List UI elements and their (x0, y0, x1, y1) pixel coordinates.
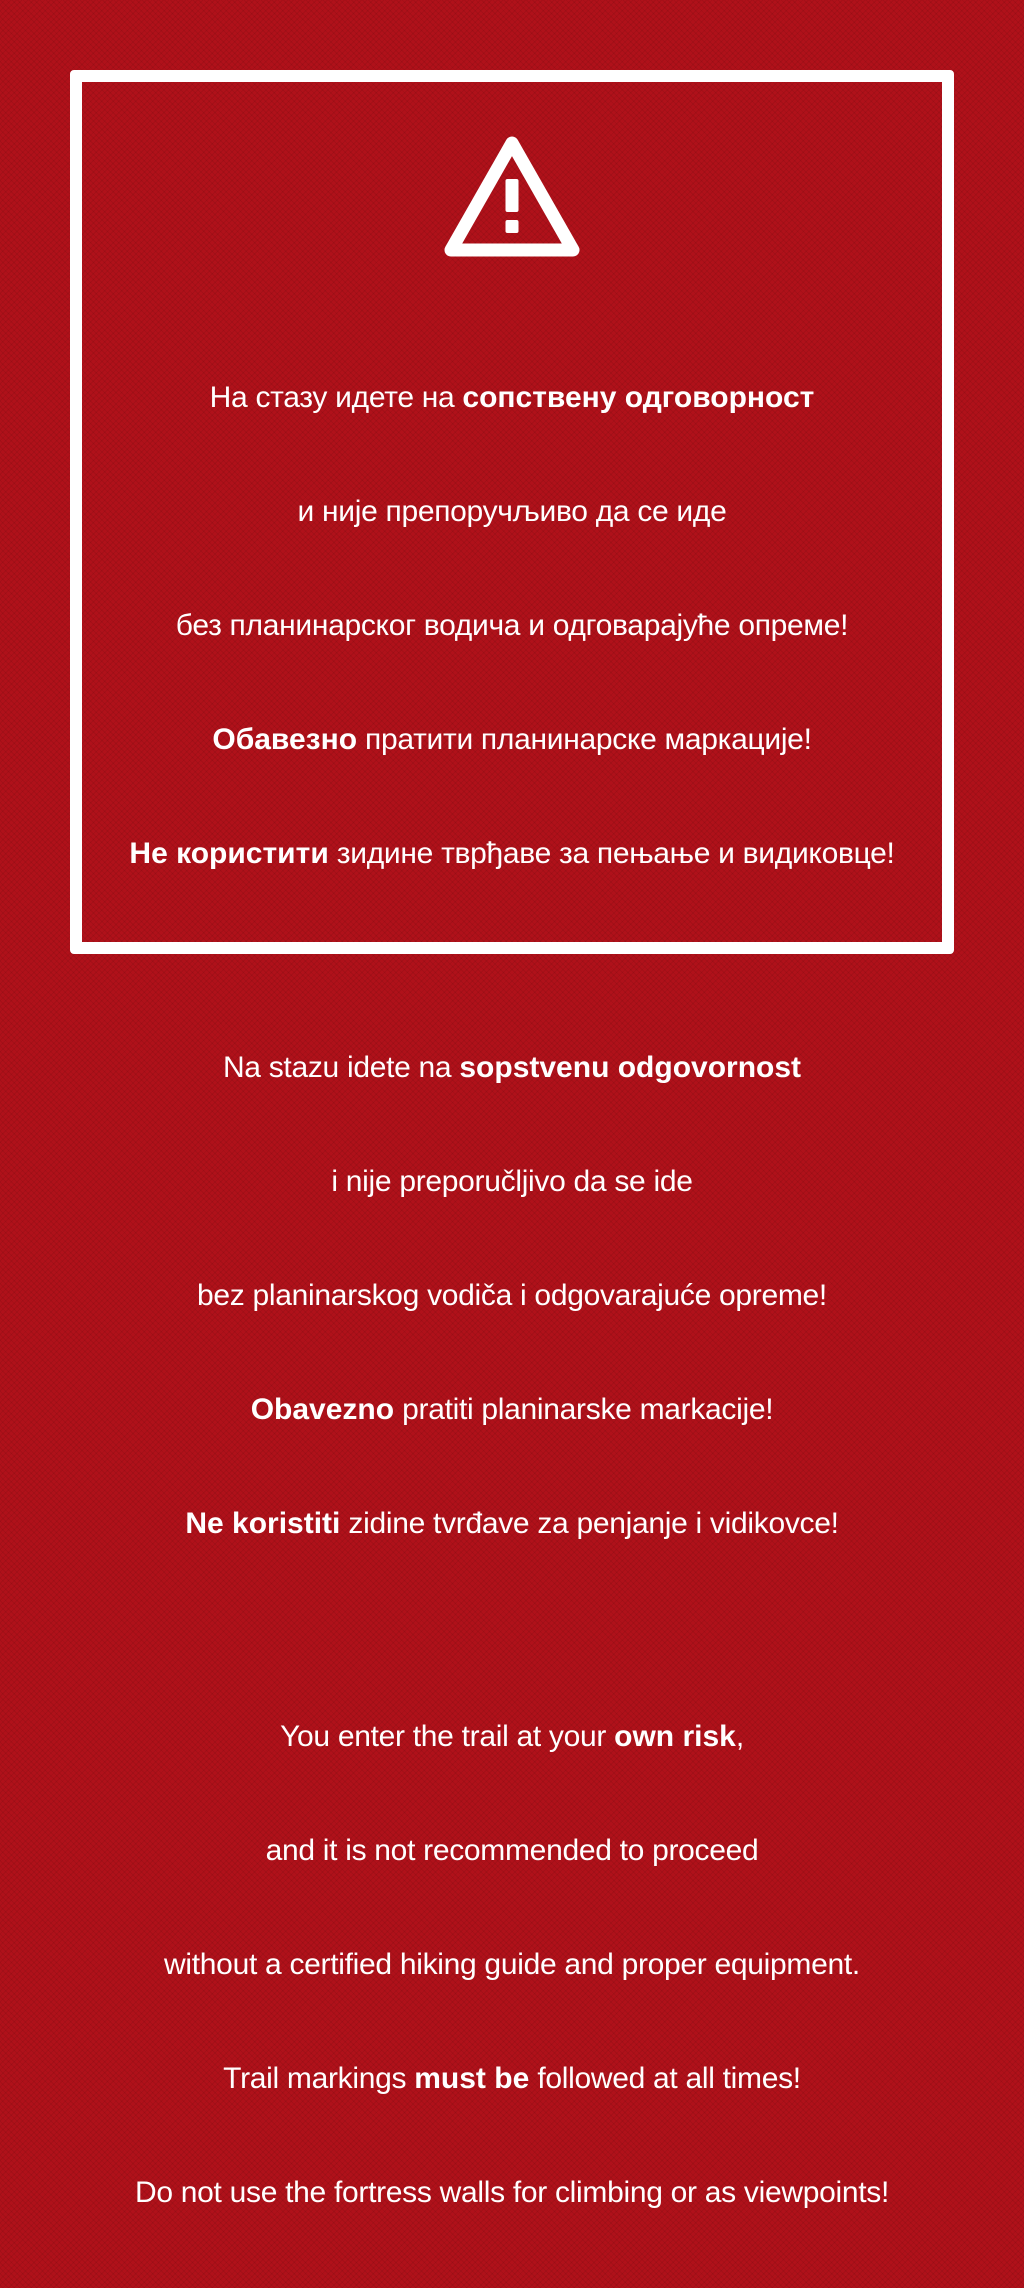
text-segment: , (735, 1720, 744, 1753)
text-line (82, 1391, 942, 1429)
text-segment: На стазу идете на (209, 381, 463, 414)
text-segment: zidine tvrđave za penjanje i vidikovce! (340, 1507, 839, 1540)
text-segment-bold: Обавезно (212, 723, 358, 756)
text-segment: bez planinarskog vodiča i odgovarajuće opreme! (197, 1279, 827, 1312)
text-segment-bold: Не користити (129, 837, 329, 870)
text-segment-bold: Obavezno (250, 1393, 395, 1426)
text-segment: зидине тврђаве за пењање и видиковце! (328, 837, 895, 870)
text-line (82, 835, 942, 873)
text-segment-bold: own risk (614, 1720, 736, 1753)
text-line (82, 1049, 942, 1087)
text-segment: pratiti planinarske markacije! (394, 1393, 774, 1426)
warning-triangle-icon (442, 133, 582, 260)
text-segment: without a certified hiking guide and proper equipment. (164, 1948, 860, 1981)
text-line (82, 1277, 942, 1315)
paragraph-serbian-latin (82, 973, 942, 1619)
text-line (82, 493, 942, 531)
text-segment: пратити планинарске маркације! (357, 723, 812, 756)
text-segment: and it is not recommended to proceed (265, 1834, 759, 1867)
text-line (82, 1163, 942, 1201)
text-segment: Do not use the fortress walls for climbing or as viewpoints! (135, 2176, 889, 2209)
sign-frame (70, 70, 954, 2209)
text-line (82, 379, 942, 417)
text-line (82, 1946, 942, 1984)
text-segment: без планинарског водича и одговарајуће опреме! (175, 609, 849, 642)
text-segment: i nije preporučljivo da se ide (331, 1165, 693, 1198)
text-line (82, 607, 942, 645)
paragraph-english (82, 1642, 942, 2288)
text-line (82, 721, 942, 759)
text-segment: и није препоручљиво да се иде (297, 495, 727, 528)
text-segment: Trail markings (223, 2062, 415, 2095)
paragraph-serbian-cyrillic (82, 303, 942, 949)
text-line (82, 1718, 942, 1756)
text-segment-bold: sopstvenu odgovornost (459, 1051, 802, 1084)
text-line (82, 2060, 942, 2098)
text-segment-bold: сопствену одговорност (462, 381, 815, 414)
text-line (82, 1505, 942, 1543)
text-segment: followed at all times! (529, 2062, 801, 2095)
text-line (82, 1832, 942, 1870)
text-segment: Na stazu idete na (222, 1051, 460, 1084)
text-segment-bold: must be (414, 2062, 530, 2095)
text-segment-bold: Ne koristiti (185, 1507, 341, 1540)
text-line (82, 2174, 942, 2212)
text-segment: You enter the trail at your (280, 1720, 615, 1753)
